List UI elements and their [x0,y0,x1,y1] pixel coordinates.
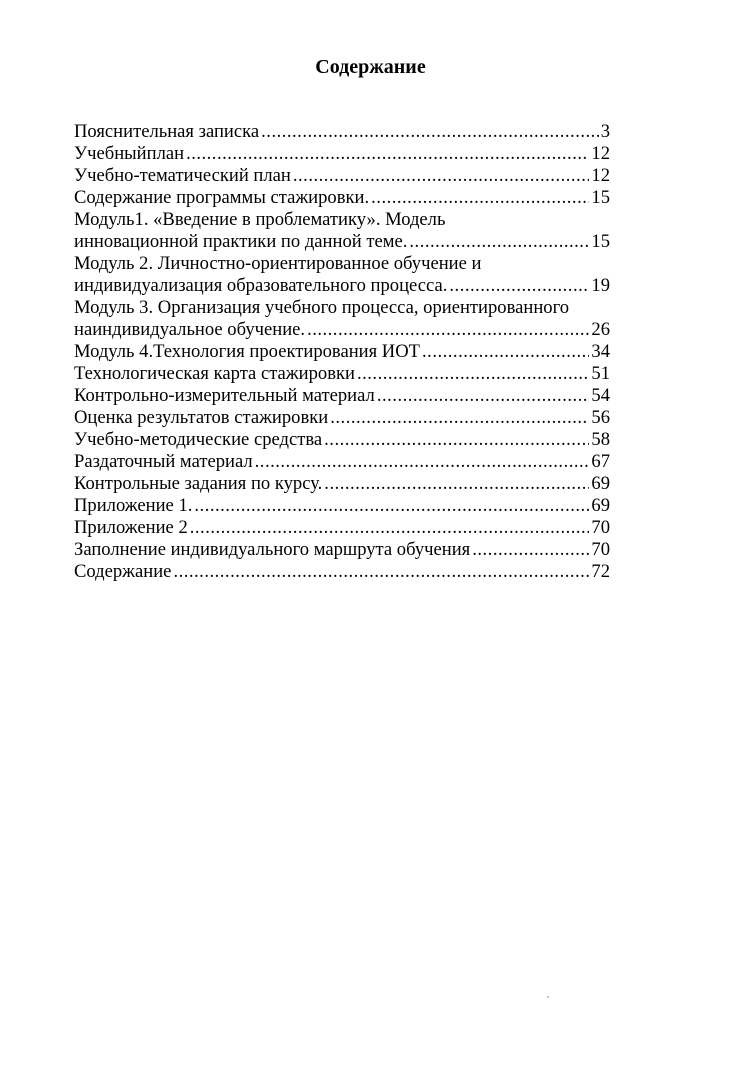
toc-leader-dots [307,319,589,341]
toc-entry-title: Раздаточный материал [74,451,253,472]
toc-leader-dots [194,495,589,517]
toc-page-number: 19 [591,275,610,296]
toc-entry-internship-program[interactable] [74,187,610,209]
toc-entry-module-4[interactable] [74,341,610,363]
toc-leader-dots [261,121,599,143]
scan-speck [547,996,549,998]
toc-entry-handouts[interactable] [74,451,610,473]
toc-entry-module-2[interactable] [74,253,610,297]
toc-page-number: 3 [600,121,610,142]
toc-entry-title: Контрольные задания по курсу. [74,473,323,494]
toc-leader-dots [357,363,589,385]
toc-entry-results-evaluation[interactable] [74,407,610,429]
toc-leader-dots [324,473,589,495]
toc-page-number: 67 [591,451,610,472]
toc-entry-title: Модуль 3. Организация учебного процесса, ориентированного [74,297,570,318]
toc-leader-dots [330,407,589,429]
toc-entry-title-continued: инновационной практики по данной теме. [74,231,408,252]
toc-page-number: 15 [591,187,610,208]
toc-entry-curriculum[interactable] [74,143,610,165]
toc-entry-title: Контрольно-измерительный материал [74,385,375,406]
toc-leader-dots [377,385,590,407]
toc-leader-dots [449,275,589,297]
toc-entry-control-tasks[interactable] [74,473,610,495]
toc-leader-dots [371,187,589,209]
toc-page-number: 69 [591,473,610,494]
toc-entry-title: Учебныйплан [74,143,185,164]
toc-page-number: 56 [591,407,610,428]
toc-entry-title-continued: индивидуализация образовательного процесса. [74,275,448,296]
toc-entry-module-1[interactable] [74,209,610,253]
toc-page-number: 15 [591,231,610,252]
toc-page-number: 69 [591,495,610,516]
toc-page-number: 26 [591,319,610,340]
table-of-contents [74,121,610,583]
toc-entry-title: Модуль1. «Введение в проблематику». Модель [74,209,446,230]
toc-page-number: 72 [591,561,610,582]
toc-entry-thematic-plan[interactable] [74,165,610,187]
toc-page-number: 70 [591,539,610,560]
toc-leader-dots [293,165,590,187]
toc-leader-dots [173,561,589,583]
toc-leader-dots [186,143,589,165]
toc-entry-title: Технологическая карта стажировки [74,363,355,384]
toc-leader-dots [409,231,589,253]
toc-leader-dots [255,451,590,473]
toc-entry-title: Заполнение индивидуального маршрута обучения [74,539,471,560]
toc-leader-dots [422,341,589,363]
toc-entry-assessment-material[interactable] [74,385,610,407]
toc-entry-module-3[interactable] [74,297,610,341]
toc-leader-dots [472,539,589,561]
toc-page-number: 12 [591,143,610,164]
toc-entry-appendix-1[interactable] [74,495,610,517]
toc-page-number: 70 [591,517,610,538]
toc-leader-dots [190,517,590,539]
page-title: Содержание [315,56,426,78]
toc-page-number: 51 [591,363,610,384]
toc-entry-title: Учебно-методические средства [74,429,323,450]
toc-entry-teaching-aids[interactable] [74,429,610,451]
toc-entry-title: Приложение 2 [74,517,188,538]
toc-entry-title: Приложение 1. [74,495,193,516]
toc-entry-title: Учебно-тематический план [74,165,291,186]
toc-entry-title: Содержание [74,561,172,582]
toc-entry-title: Оценка результатов стажировки [74,407,329,428]
toc-entry-individual-route[interactable] [74,539,610,561]
toc-page-number: 34 [591,341,610,362]
toc-entry-contents[interactable] [74,561,610,583]
toc-entry-title: Пояснительная записка [74,121,260,142]
toc-entry-technology-map[interactable] [74,363,610,385]
toc-entry-title-continued: наиндивидуальное обучение. [74,319,306,340]
toc-page-number: 58 [591,429,610,450]
toc-page-number: 12 [591,165,610,186]
toc-entry-explanatory-note[interactable] [74,121,610,143]
toc-entry-title: Содержание программы стажировки. [74,187,370,208]
toc-page-number: 54 [591,385,610,406]
toc-entry-appendix-2[interactable] [74,517,610,539]
toc-entry-title: Модуль 2. Личностно-ориентированное обучение и [74,253,482,274]
toc-leader-dots [324,429,589,451]
toc-entry-title: Модуль 4.Технология проектирования ИОТ [74,341,421,362]
